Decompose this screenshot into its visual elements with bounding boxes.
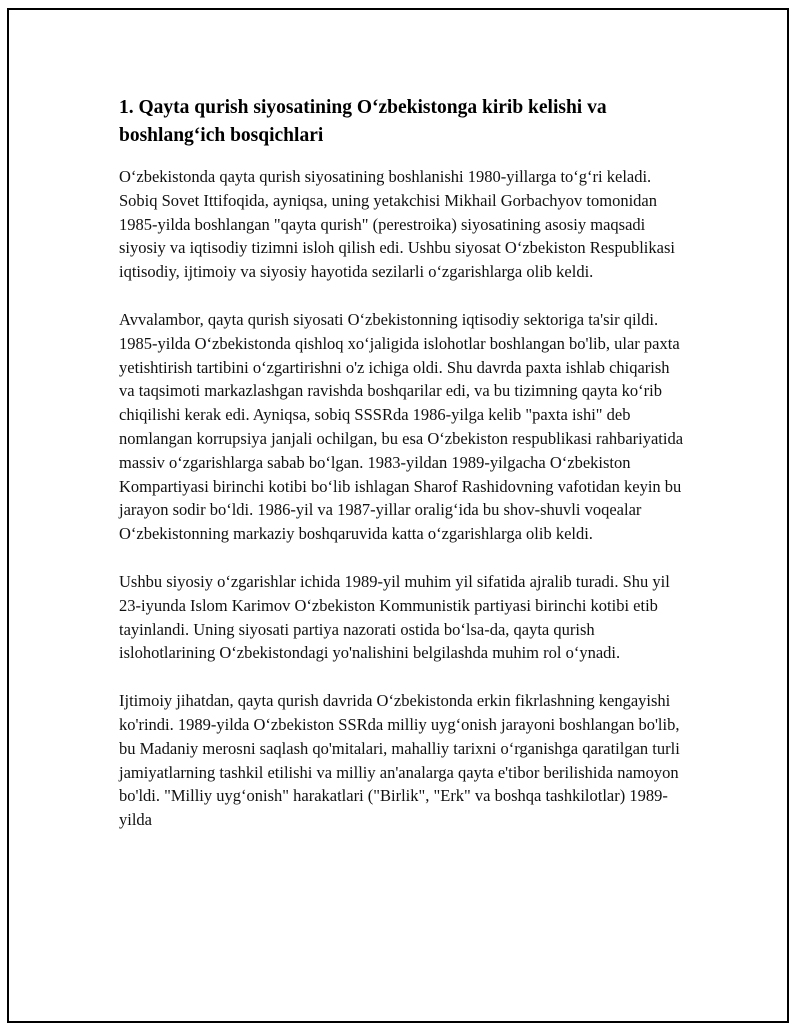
paragraph-1: O‘zbekistonda qayta qurish siyosatining boshlanishi 1980-yillarga to‘g‘ri keladi. Sobiq Sovet Ittifoqida, ayniqsa, uning yetakchisi Mikhail Gorbachyov tomonidan 1985-yilda boshlangan "qayta qurish" (perestroika) siyosatining asosiy maqsadi siyosiy va iqtisodiy tizimni isloh qilish edi. Ushbu siyosat O‘zbekiston Respublikasi iqtisodiy, ijtimoiy va siyosiy hayotida sezilarli o‘zgarishlarga olib keldi.: [119, 167, 675, 282]
section-heading: 1. Qayta qurish siyosatining O‘zbekistonga kirib kelishi va boshlang‘ich bosqichlari: [119, 97, 607, 146]
document-body: [119, 94, 685, 856]
paragraph-4: Ijtimoiy jihatdan, qayta qurish davrida O‘zbekistonda erkin fikrlashning kengayishi ko'rindi. 1989-yilda O‘zbekiston SSRda milliy uyg‘onish jarayoni boshlangan bo'lib, bu Madaniy merosni saqlash qo'mitalari, mahalliy tarixni o‘rganishga qaratilgan turli jamiyatlarning tashkil etilishi va milliy an'analarga qayta e'tibor berilishida namoyon bo'ldi. "Milliy uyg‘onish" harakatlari ("Birlik", "Erk" va boshqa tashkilotlar) 1989-yilda: [119, 691, 680, 830]
paragraph-2: Avvalambor, qayta qurish siyosati O‘zbekistonning iqtisodiy sektoriga ta'sir qildi. 1985-yilda O‘zbekistonda qishloq xo‘jaligida islohotlar boshlangan bo'lib, ular paxta yetishtirish tartibini o‘zgartirishni o'z ichiga oldi. Shu davrda paxta ishlab chiqarish va taqsimoti markazlashgan ravishda boshqarilar edi, va bu tizimning qayta ko‘rib chiqilishi kerak edi. Ayniqsa, sobiq SSSRda 1986-yilga kelib "paxta ishi" deb nomlangan korrupsiya janjali ochilgan, bu esa O‘zbekiston respublikasi rahbariyatida massiv o‘zgarishlarga sabab bo‘lgan. 1983-yildan 1989-yilgacha O‘zbekiston Kompartiyasi birinchi kotibi bo‘lib ishlagan Sharof Rashidovning vafotidan keyin bu jarayon sodir bo‘ldi. 1986-yil va 1987-yillar oralig‘ida bu shov-shuvli voqealar O‘zbekistonning markaziy boshqaruvida katta o‘zgarishlarga olib keldi.: [119, 309, 684, 544]
paragraph-3: Ushbu siyosiy o‘zgarishlar ichida 1989-yil muhim yil sifatida ajralib turadi. Shu yil 23-iyunda Islom Karimov O‘zbekiston Kommunistik partiyasi birinchi kotibi etib tayinlandi. Uning siyosati partiya nazorati ostida bo‘lsa-da, qayta qurish islohotlarining O‘zbekistondagi yo'nalishini belgilashda muhim rol o‘ynadi.: [119, 571, 670, 663]
